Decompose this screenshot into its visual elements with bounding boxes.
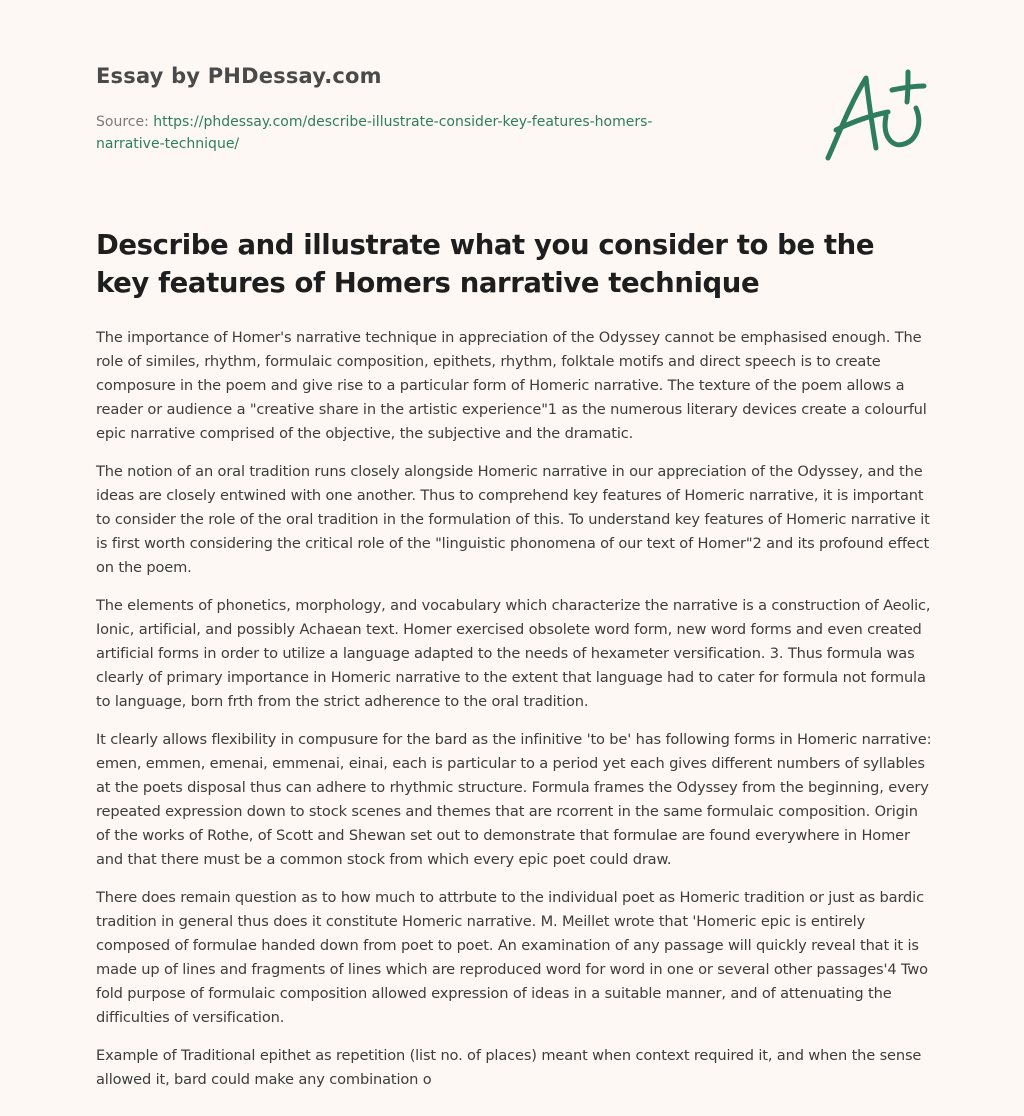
paragraph: It clearly allows flexibility in compusure for the bard as the infinitive 'to be' has following forms in Homeric narrative: emen, emmen, emenai, emmenai, einai, each is particular to a period yet each gives different numbers of syllables at the poets disposal thus can adhere to rhythmic structure. Formula frames the Odyssey from the beginning, every repeated expression down to stock scenes and themes that are rcorrent in the same formulaic composition. Origin of the works of Rothe, of Scott and Shewan set out to demonstrate that formulae are found everywhere in Homer and that there must be a common stock from which every epic poet could draw. xyxy=(96,731,932,868)
site-brand: Essay by PHDessay.com xyxy=(96,64,382,88)
paragraph: Example of Traditional epithet as repetition (list no. of places) meant when context required it, and when the sense allowed it, bard could make any combination o xyxy=(96,1047,922,1088)
source-label: Source: xyxy=(96,114,154,130)
essay-title: Describe and illustrate what you consider to be the key features of Homers narrative technique xyxy=(96,229,875,299)
essay-body xyxy=(96,326,932,1106)
a-plus-logo-icon xyxy=(822,66,928,166)
source-line xyxy=(96,111,716,155)
paragraph: The elements of phonetics, morphology, and vocabulary which characterize the narrative is a construction of Aeolic, Ionic, artificial, and possibly Achaean text. Homer exercised obsolete word form, new word forms and even created artificial forms in order to utilize a language adapted to the needs of hexameter versification. 3. Thus formula was clearly of primary importance in Homeric narrative to the extent that language had to cater for formula not formula to language, born frth from the strict adherence to the oral tradition. xyxy=(96,597,931,710)
paragraph: The importance of Homer's narrative technique in appreciation of the Odyssey cannot be emphasised enough. The role of similes, rhythm, formulaic composition, epithets, rhythm, folktale motifs and direct speech is to create composure in the poem and give rise to a particular form of Homeric narrative. The texture of the poem allows a reader or audience a "creative share in the artistic experience"1 as the numerous literary devices create a colourful epic narrative comprised of the objective, the subjective and the dramatic. xyxy=(96,329,927,442)
paragraph: The notion of an oral tradition runs closely alongside Homeric narrative in our appreciation of the Odyssey, and the ideas are closely entwined with one another. Thus to comprehend key features of Homeric narrative, it is important to consider the role of the oral tradition in the formulation of this. To understand key features of Homeric narrative it is first worth considering the critical role of the "linguistic phonomena of our text of Homer"2 and its profound effect on the poem. xyxy=(96,463,930,576)
source-link[interactable]: https://phdessay.com/describe-illustrate-consider-key-features-homers-narrative-technique/ xyxy=(96,114,653,152)
paragraph: There does remain question as to how much to attrbute to the individual poet as Homeric tradition or just as bardic tradition in general thus does it constitute Homeric narrative. M. Meillet wrote that 'Homeric epic is entirely composed of formulae handed down from poet to poet. An examination of any passage will quickly reveal that it is made up of lines and fragments of lines which are reproduced word for word in one or several other passages'4 Two fold purpose of formulaic composition allowed expression of ideas in a suitable manner, and of attenuating the difficulties of versification. xyxy=(96,889,928,1026)
